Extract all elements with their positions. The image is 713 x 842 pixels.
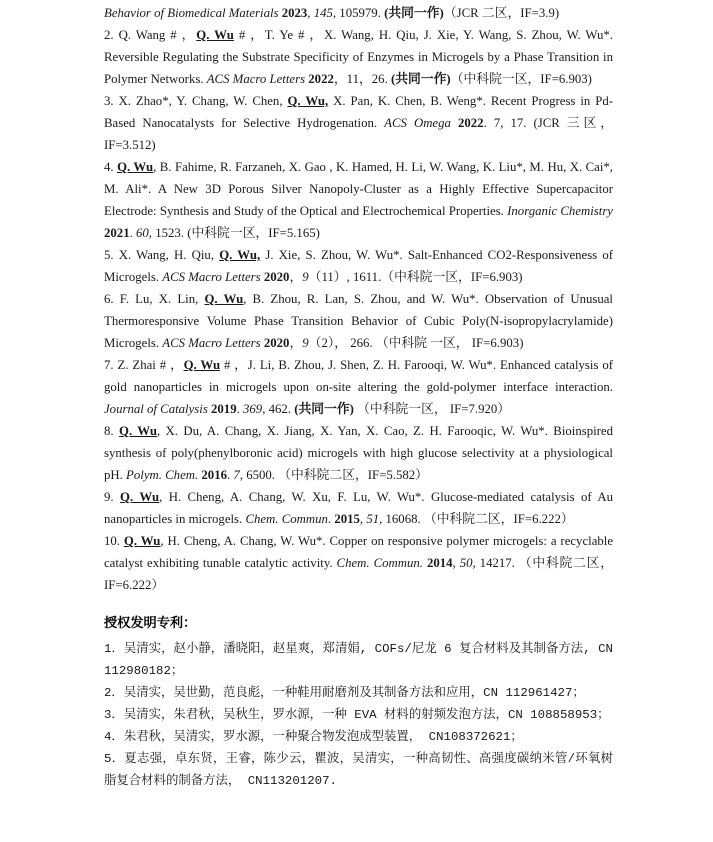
publication-item-9: 9. Q. Wu, H. Cheng, A. Chang, W. Xu, F. Lu, W. Wu*. Glucose-mediated catalysis of Au nanoparticles in microgels. Chem. Commun. 2015, 51, 16068. （中科院二区，IF=6.222） bbox=[104, 490, 613, 526]
publication-item-10: 10. Q. Wu, H. Cheng, A. Chang, W. Wu*. Copper on responsive polymer microgels: a recyclable catalyst exhibiting tunable catalytic activity. Chem. Commun. 2014, 50, 14217. （中科院二区，IF=6.222） bbox=[104, 534, 614, 592]
patents-section bbox=[104, 612, 613, 792]
patent-item-3: 3．吴清实，朱君秋，吴秋生，罗水源，一种 EVA 材料的射频发泡方法，CN 108858953； bbox=[104, 708, 610, 722]
publication-item-1-continuation: Behavior of Biomedical Materials 2023, 145, 105979. (共同一作)（JCR 二区，IF=3.9) bbox=[104, 6, 560, 20]
patent-item-5: 5．夏志强，卓东贤，王睿，陈少云，瞿波，吴清实，一种高韧性、高强度碳纳米管/环氧树脂复合材料的制备方法， CN113201207. bbox=[104, 752, 613, 788]
publication-item-5: 5. X. Wang, H. Qiu, Q. Wu, J. Xie, S. Zhou, W. Wu*. Salt-Enhanced CO2-Responsiveness of Microgels. ACS Macro Letters 2020，9（11）, 1611.（中科院一区，IF=6.903) bbox=[104, 248, 613, 284]
publication-item-8: 8. Q. Wu, X. Du, A. Chang, X. Jiang, X. Yan, X. Cao, Z. H. Farooqic, W. Wu*. Bioinspired synthesis of poly(phenylboronic acid) microgels with high glucose selectivity at a physiological pH. Polym. Chem. 2016. 7, 6500. （中科院二区，IF=5.582） bbox=[104, 424, 613, 482]
patent-item-4: 4．朱君秋，吴清实，罗水源，一种聚合物发泡成型装置， CN108372621； bbox=[104, 730, 523, 744]
publication-item-6: 6. F. Lu, X. Lin, Q. Wu, B. Zhou, R. Lan, S. Zhou, and W. Wu*. Observation of Unusual Thermoresponsive Volume Phase Transition Behavior of Cubic Poly(N-isopropylacrylamide) Microgels. ACS Macro Letters 2020，9（2）， 266. （中科院 一区， IF=6.903) bbox=[104, 292, 613, 350]
publication-item-7: 7. Z. Zhai # ，Q. Wu # ，J. Li, B. Zhou, J. Shen, Z. H. Farooqi, W. Wu*. Enhanced catalysis of gold nanoparticles in microgels upon on-site altering the gold-polymer interface interaction. Journal of Catalysis 2019. 369, 462. (共同一作) （中科院一区， IF=7.920） bbox=[104, 358, 613, 416]
patent-item-1: 1．吴清实，赵小静，潘晓阳，赵星爽，郑清娟, COFs/尼龙 6 复合材料及其制备方法, CN 112980182； bbox=[104, 642, 613, 678]
patent-item-2: 2．吴清实，吴世勤，范良彪，一种鞋用耐磨剂及其制备方法和应用，CN 112961427； bbox=[104, 686, 585, 700]
document-page bbox=[104, 2, 613, 792]
publication-list bbox=[104, 2, 613, 596]
publication-item-4: 4. Q. Wu, B. Fahime, R. Farzaneh, X. Gao , K. Hamed, H. Li, W. Wang, K. Liu*, M. Hu, X. Cai*, M. Ali*. A New 3D Porous Silver Nanopoly-Cluster as a Highly Effective Supercapacitor Electrode: Synthesis and Study of the Optical and Electrochemical Properties. Inorganic Chemistry 2021. 60, 1523. (中科院一区，IF=5.165) bbox=[104, 160, 614, 240]
publication-item-2: 2. Q. Wang # ，Q. Wu # ，T. Ye # ，X. Wang, H. Qiu, J. Xie, Y. Wang, S. Zhou, W. Wu*. Reversible Regulating the Substrate Specificity of Enzymes in Microgels by a Phase Transition in Polymer Networks. ACS Macro Letters 2022，11，26. (共同一作)（中科院一区，IF=6.903) bbox=[104, 28, 613, 86]
patents-heading: 授权发明专利： bbox=[104, 615, 197, 630]
publication-item-3: 3. X. Zhao*, Y. Chang, W. Chen, Q. Wu, X. Pan, K. Chen, B. Weng*. Recent Progress in Pd-Based Nanocatalysts for Selective Hydrogenation. ACS Omega 2022. 7, 17. (JCR 三区，IF=3.512) bbox=[104, 94, 614, 152]
